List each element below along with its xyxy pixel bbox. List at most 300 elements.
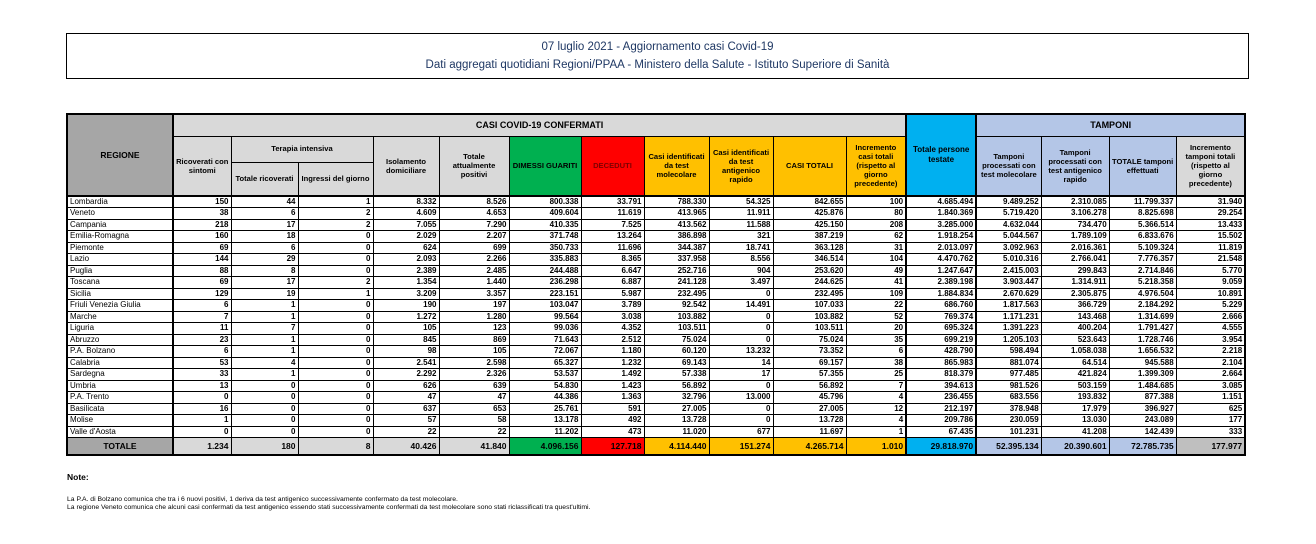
region-name: Valle d'Aosta	[67, 426, 173, 438]
data-cell: 72.067	[509, 346, 581, 358]
data-cell: 33	[173, 369, 231, 381]
data-cell: 800.338	[509, 196, 581, 208]
data-cell: 683.556	[976, 392, 1041, 404]
data-cell: 598.494	[976, 346, 1041, 358]
data-cell: 1	[231, 334, 298, 346]
data-cell: 1.791.427	[1109, 323, 1176, 335]
data-cell: 57.355	[773, 369, 846, 381]
data-cell: 19	[231, 288, 298, 300]
data-cell: 337.958	[644, 254, 709, 266]
data-cell: 5.044.567	[976, 231, 1041, 243]
data-cell: 3.789	[581, 300, 644, 312]
data-cell: 3.903.447	[976, 277, 1041, 289]
region-name: P.A. Trento	[67, 392, 173, 404]
data-cell: 473	[581, 426, 644, 438]
data-cell: 99.564	[509, 311, 581, 323]
data-cell: 1.363	[581, 392, 644, 404]
region-name: Lazio	[67, 254, 173, 266]
data-cell: 243.089	[1109, 415, 1176, 427]
data-cell: 2.670.629	[976, 288, 1041, 300]
data-cell: 0	[231, 392, 298, 404]
data-cell: 4.976.504	[1109, 288, 1176, 300]
data-cell: 31	[846, 242, 906, 254]
data-cell: 8.526	[439, 196, 509, 208]
note-line-veneto: La regione Veneto comunica che alcuni casi confermati da test antigenico essendo stati successivamente confermati da test molecolare sono stati riclassificati tra quest'ultimi.	[67, 504, 591, 512]
data-cell: 1.728.746	[1109, 334, 1176, 346]
group-header-casi-confermati: CASI COVID-19 CONFERMATI	[173, 114, 906, 136]
data-cell: 0	[298, 254, 373, 266]
data-cell: 2.266	[439, 254, 509, 266]
total-cell: 180	[231, 438, 298, 455]
data-cell: 252.716	[644, 265, 709, 277]
data-cell: 11.619	[581, 208, 644, 220]
data-cell: 0	[298, 369, 373, 381]
data-cell: 4.470.762	[906, 254, 976, 266]
region-name: Basilicata	[67, 403, 173, 415]
notes-heading: Note:	[67, 472, 89, 482]
data-cell: 1	[231, 300, 298, 312]
data-cell: 335.883	[509, 254, 581, 266]
data-cell: 2.016.361	[1041, 242, 1109, 254]
table-row	[67, 380, 1245, 392]
table-row	[67, 334, 1245, 346]
data-cell: 11.819	[1176, 242, 1245, 254]
data-cell: 981.526	[976, 380, 1041, 392]
data-cell: 4.555	[1176, 323, 1245, 335]
column-header-regione: REGIONE	[67, 114, 173, 196]
data-cell: 244.488	[509, 265, 581, 277]
data-cell: 236.455	[906, 392, 976, 404]
region-name: Abruzzo	[67, 334, 173, 346]
data-cell: 22	[846, 300, 906, 312]
data-cell: 103.882	[644, 311, 709, 323]
data-cell: 197	[439, 300, 509, 312]
data-cell: 1	[846, 426, 906, 438]
total-cell: 41.840	[439, 438, 509, 455]
data-cell: 344.387	[644, 242, 709, 254]
data-cell: 2.104	[1176, 357, 1245, 369]
data-cell: 5.229	[1176, 300, 1245, 312]
report-title-line1: 07 luglio 2021 - Aggiornamento casi Covid-19	[541, 40, 774, 53]
data-cell: 47	[439, 392, 509, 404]
data-cell: 22	[373, 426, 439, 438]
data-cell: 16	[173, 403, 231, 415]
total-cell: 1.010	[846, 438, 906, 455]
data-cell: 208	[846, 219, 906, 231]
data-cell: 105	[439, 346, 509, 358]
data-cell: 71.643	[509, 334, 581, 346]
data-cell: 2.292	[373, 369, 439, 381]
data-cell: 73.352	[773, 346, 846, 358]
data-cell: 6	[173, 300, 231, 312]
data-cell: 877.388	[1109, 392, 1176, 404]
data-cell: 69	[173, 277, 231, 289]
data-cell: 409.604	[509, 208, 581, 220]
data-cell: 400.204	[1041, 323, 1109, 335]
data-cell: 6	[231, 208, 298, 220]
data-cell: 11.202	[509, 426, 581, 438]
data-cell: 6.647	[581, 265, 644, 277]
data-cell: 5.719.420	[976, 208, 1041, 220]
data-cell: 6.833.676	[1109, 231, 1176, 243]
data-cell: 1.440	[439, 277, 509, 289]
data-cell: 31.940	[1176, 196, 1245, 208]
data-cell: 11.911	[709, 208, 773, 220]
data-cell: 17	[231, 277, 298, 289]
data-cell: 5.218.358	[1109, 277, 1176, 289]
data-cell: 626	[373, 380, 439, 392]
data-cell: 32.796	[644, 392, 709, 404]
data-cell: 160	[173, 231, 231, 243]
data-cell: 2.598	[439, 357, 509, 369]
table-row	[67, 196, 1245, 208]
data-cell: 11	[173, 323, 231, 335]
data-cell: 41	[846, 277, 906, 289]
table-row	[67, 392, 1245, 404]
data-cell: 62	[846, 231, 906, 243]
data-cell: 218	[173, 219, 231, 231]
total-cell: 29.818.970	[906, 438, 976, 455]
data-cell: 686.760	[906, 300, 976, 312]
data-cell: 1.656.532	[1109, 346, 1176, 358]
table-row	[67, 288, 1245, 300]
data-cell: 104	[846, 254, 906, 266]
data-cell: 14.491	[709, 300, 773, 312]
data-cell: 2.093	[373, 254, 439, 266]
total-cell: 151.274	[709, 438, 773, 455]
column-header-isolamento: Isolamento domiciliare	[373, 136, 439, 196]
data-cell: 7	[173, 311, 231, 323]
data-cell: 13	[173, 380, 231, 392]
data-cell: 4.632.044	[976, 219, 1041, 231]
data-cell: 109	[846, 288, 906, 300]
data-cell: 0	[173, 392, 231, 404]
data-cell: 2.305.875	[1041, 288, 1109, 300]
data-cell: 2.666	[1176, 311, 1245, 323]
data-cell: 67.435	[906, 426, 976, 438]
column-header-casi-molecolare: Casi identificati da test molecolare	[644, 136, 709, 196]
column-header-totale-ricoverati: Totale ricoverati	[231, 162, 298, 196]
data-cell: 346.514	[773, 254, 846, 266]
data-cell: 3.038	[581, 311, 644, 323]
region-name: Piemonte	[67, 242, 173, 254]
total-row	[67, 438, 1245, 455]
region-name: Friuli Venezia Giulia	[67, 300, 173, 312]
data-cell: 3.092.963	[976, 242, 1041, 254]
data-cell: 35	[846, 334, 906, 346]
data-cell: 177	[1176, 415, 1245, 427]
data-cell: 0	[231, 403, 298, 415]
data-cell: 13.000	[709, 392, 773, 404]
group-header-tamponi: TAMPONI	[976, 114, 1245, 136]
data-cell: 8.825.698	[1109, 208, 1176, 220]
data-cell: 2.485	[439, 265, 509, 277]
data-cell: 699	[439, 242, 509, 254]
data-cell: 413.965	[644, 208, 709, 220]
data-cell: 103.047	[509, 300, 581, 312]
data-cell: 193.832	[1041, 392, 1109, 404]
data-cell: 0	[231, 426, 298, 438]
data-cell: 142.439	[1109, 426, 1176, 438]
data-cell: 57	[373, 415, 439, 427]
data-cell: 3.954	[1176, 334, 1245, 346]
data-cell: 5.109.324	[1109, 242, 1176, 254]
data-cell: 1.840.369	[906, 208, 976, 220]
data-cell: 1.272	[373, 311, 439, 323]
table-row	[67, 311, 1245, 323]
data-cell: 223.151	[509, 288, 581, 300]
data-cell: 1.789.109	[1041, 231, 1109, 243]
data-cell: 0	[709, 380, 773, 392]
data-cell: 101.231	[976, 426, 1041, 438]
data-cell: 22	[439, 426, 509, 438]
data-cell: 52	[846, 311, 906, 323]
data-cell: 56.892	[773, 380, 846, 392]
data-cell: 4.685.494	[906, 196, 976, 208]
data-cell: 769.374	[906, 311, 976, 323]
note-line-bolzano: La P.A. di Bolzano comunica che tra i 6 nuovi positivi, 1 deriva da test antigenico successivamente confermato da test molecolare.	[67, 496, 458, 503]
data-cell: 2.512	[581, 334, 644, 346]
data-cell: 677	[709, 426, 773, 438]
data-cell: 144	[173, 254, 231, 266]
data-cell: 69.143	[644, 357, 709, 369]
data-cell: 4	[846, 392, 906, 404]
data-cell: 0	[298, 242, 373, 254]
data-cell: 695.324	[906, 323, 976, 335]
data-cell: 6	[173, 346, 231, 358]
data-cell: 143.468	[1041, 311, 1109, 323]
column-header-persone-testate: Totale persone testate	[906, 114, 976, 196]
data-cell: 788.330	[644, 196, 709, 208]
data-cell: 38	[846, 357, 906, 369]
data-cell: 2.389	[373, 265, 439, 277]
data-cell: 1.354	[373, 277, 439, 289]
data-cell: 1.151	[1176, 392, 1245, 404]
data-cell: 54.325	[709, 196, 773, 208]
data-cell: 9.059	[1176, 277, 1245, 289]
data-cell: 3.106.278	[1041, 208, 1109, 220]
data-cell: 0	[298, 300, 373, 312]
data-cell: 333	[1176, 426, 1245, 438]
data-cell: 2.310.085	[1041, 196, 1109, 208]
data-cell: 11.588	[709, 219, 773, 231]
table-row	[67, 426, 1245, 438]
data-cell: 129	[173, 288, 231, 300]
data-cell: 6.887	[581, 277, 644, 289]
data-cell: 1	[173, 415, 231, 427]
data-cell: 0	[173, 426, 231, 438]
data-cell: 14	[709, 357, 773, 369]
data-cell: 818.379	[906, 369, 976, 381]
data-cell: 1.247.647	[906, 265, 976, 277]
data-cell: 0	[298, 415, 373, 427]
region-name: Veneto	[67, 208, 173, 220]
report-title-line2: Dati aggregati quotidiani Regioni/PPAA - Ministero della Salute - Istituto Superiore di Sanità	[425, 59, 890, 72]
data-cell: 13.030	[1041, 415, 1109, 427]
data-cell: 1.280	[439, 311, 509, 323]
data-cell: 8.556	[709, 254, 773, 266]
notes-section	[67, 472, 590, 513]
data-cell: 75.024	[644, 334, 709, 346]
data-cell: 13.728	[773, 415, 846, 427]
data-cell: 9.489.252	[976, 196, 1041, 208]
data-cell: 7.776.357	[1109, 254, 1176, 266]
data-cell: 2	[298, 219, 373, 231]
data-cell: 410.335	[509, 219, 581, 231]
data-cell: 1	[298, 196, 373, 208]
data-cell: 98	[373, 346, 439, 358]
data-cell: 7.055	[373, 219, 439, 231]
data-cell: 7.525	[581, 219, 644, 231]
total-cell: 72.785.735	[1109, 438, 1176, 455]
data-cell: 0	[231, 415, 298, 427]
column-header-dimessi-guariti: DIMESSI GUARITI	[509, 136, 581, 196]
data-cell: 8	[231, 265, 298, 277]
data-cell: 13.433	[1176, 219, 1245, 231]
data-cell: 4	[231, 357, 298, 369]
data-cell: 230.059	[976, 415, 1041, 427]
data-cell: 17	[231, 219, 298, 231]
data-cell: 5.366.514	[1109, 219, 1176, 231]
data-cell: 11.020	[644, 426, 709, 438]
data-cell: 0	[709, 403, 773, 415]
data-cell: 92.542	[644, 300, 709, 312]
data-cell: 2.326	[439, 369, 509, 381]
data-cell: 2	[298, 208, 373, 220]
total-cell: 8	[298, 438, 373, 455]
data-cell: 0	[298, 231, 373, 243]
column-header-tamponi-molecolare: Tamponi processati con test molecolare	[976, 136, 1041, 196]
data-cell: 2.541	[373, 357, 439, 369]
total-cell: 1.234	[173, 438, 231, 455]
data-cell: 396.927	[1109, 403, 1176, 415]
data-cell: 103.882	[773, 311, 846, 323]
data-cell: 17.979	[1041, 403, 1109, 415]
data-cell: 56.892	[644, 380, 709, 392]
data-cell: 13.264	[581, 231, 644, 243]
total-cell: 40.426	[373, 438, 439, 455]
data-cell: 1.205.103	[976, 334, 1041, 346]
data-cell: 45.796	[773, 392, 846, 404]
region-name: Umbria	[67, 380, 173, 392]
data-cell: 212.197	[906, 403, 976, 415]
region-name: Emilia-Romagna	[67, 231, 173, 243]
data-cell: 1.492	[581, 369, 644, 381]
column-header-incremento-tamponi: Incremento tamponi totali (rispetto al giorno precedente)	[1176, 136, 1245, 196]
table-row	[67, 254, 1245, 266]
region-name: Liguria	[67, 323, 173, 335]
data-cell: 0	[298, 265, 373, 277]
covid-data-table	[66, 113, 1246, 456]
data-cell: 44	[231, 196, 298, 208]
data-cell: 0	[298, 403, 373, 415]
column-header-deceduti: DECEDUTI	[581, 136, 644, 196]
data-cell: 23	[173, 334, 231, 346]
data-cell: 371.748	[509, 231, 581, 243]
data-cell: 0	[298, 392, 373, 404]
table-row	[67, 415, 1245, 427]
data-cell: 100	[846, 196, 906, 208]
data-cell: 18	[231, 231, 298, 243]
data-cell: 865.983	[906, 357, 976, 369]
data-cell: 0	[709, 311, 773, 323]
data-cell: 0	[298, 334, 373, 346]
data-cell: 591	[581, 403, 644, 415]
data-cell: 2.389.198	[906, 277, 976, 289]
data-cell: 1.171.231	[976, 311, 1041, 323]
region-name: Molise	[67, 415, 173, 427]
data-cell: 0	[709, 415, 773, 427]
data-cell: 150	[173, 196, 231, 208]
region-name: Sicilia	[67, 288, 173, 300]
data-cell: 1.884.834	[906, 288, 976, 300]
data-cell: 1.484.685	[1109, 380, 1176, 392]
data-cell: 378.948	[976, 403, 1041, 415]
data-cell: 80	[846, 208, 906, 220]
data-cell: 57.338	[644, 369, 709, 381]
data-cell: 232.495	[644, 288, 709, 300]
region-name: P.A. Bolzano	[67, 346, 173, 358]
data-cell: 53	[173, 357, 231, 369]
data-cell: 27.005	[644, 403, 709, 415]
data-cell: 1	[231, 369, 298, 381]
data-cell: 0	[709, 323, 773, 335]
table-row	[67, 357, 1245, 369]
column-header-ricoverati: Ricoverati con sintomi	[173, 136, 231, 196]
data-cell: 3.085	[1176, 380, 1245, 392]
data-cell: 428.790	[906, 346, 976, 358]
table-row	[67, 300, 1245, 312]
data-cell: 4	[846, 415, 906, 427]
data-cell: 69	[173, 242, 231, 254]
data-cell: 41.208	[1041, 426, 1109, 438]
data-cell: 1.232	[581, 357, 644, 369]
column-header-tamponi-antigenico: Tamponi processati con test antigenico rapido	[1041, 136, 1109, 196]
data-cell: 29.254	[1176, 208, 1245, 220]
region-name: Calabria	[67, 357, 173, 369]
data-cell: 232.495	[773, 288, 846, 300]
data-cell: 5.770	[1176, 265, 1245, 277]
data-cell: 6	[846, 346, 906, 358]
table-row	[67, 369, 1245, 381]
data-cell: 387.219	[773, 231, 846, 243]
data-cell: 88	[173, 265, 231, 277]
data-cell: 653	[439, 403, 509, 415]
data-cell: 2.184.292	[1109, 300, 1176, 312]
data-cell: 29	[231, 254, 298, 266]
data-cell: 1.918.254	[906, 231, 976, 243]
column-header-casi-totali: CASI TOTALI	[773, 136, 846, 196]
data-cell: 492	[581, 415, 644, 427]
data-cell: 33.791	[581, 196, 644, 208]
data-cell: 11.799.337	[1109, 196, 1176, 208]
data-cell: 1.391.223	[976, 323, 1041, 335]
data-cell: 3.497	[709, 277, 773, 289]
table-row	[67, 403, 1245, 415]
data-cell: 60.120	[644, 346, 709, 358]
data-cell: 190	[373, 300, 439, 312]
data-cell: 299.843	[1041, 265, 1109, 277]
data-cell: 1.817.563	[976, 300, 1041, 312]
data-cell: 2	[298, 277, 373, 289]
data-cell: 17	[709, 369, 773, 381]
data-cell: 75.024	[773, 334, 846, 346]
data-cell: 123	[439, 323, 509, 335]
data-cell: 0	[298, 323, 373, 335]
table-row	[67, 346, 1245, 358]
table-body	[67, 196, 1245, 455]
data-cell: 977.485	[976, 369, 1041, 381]
